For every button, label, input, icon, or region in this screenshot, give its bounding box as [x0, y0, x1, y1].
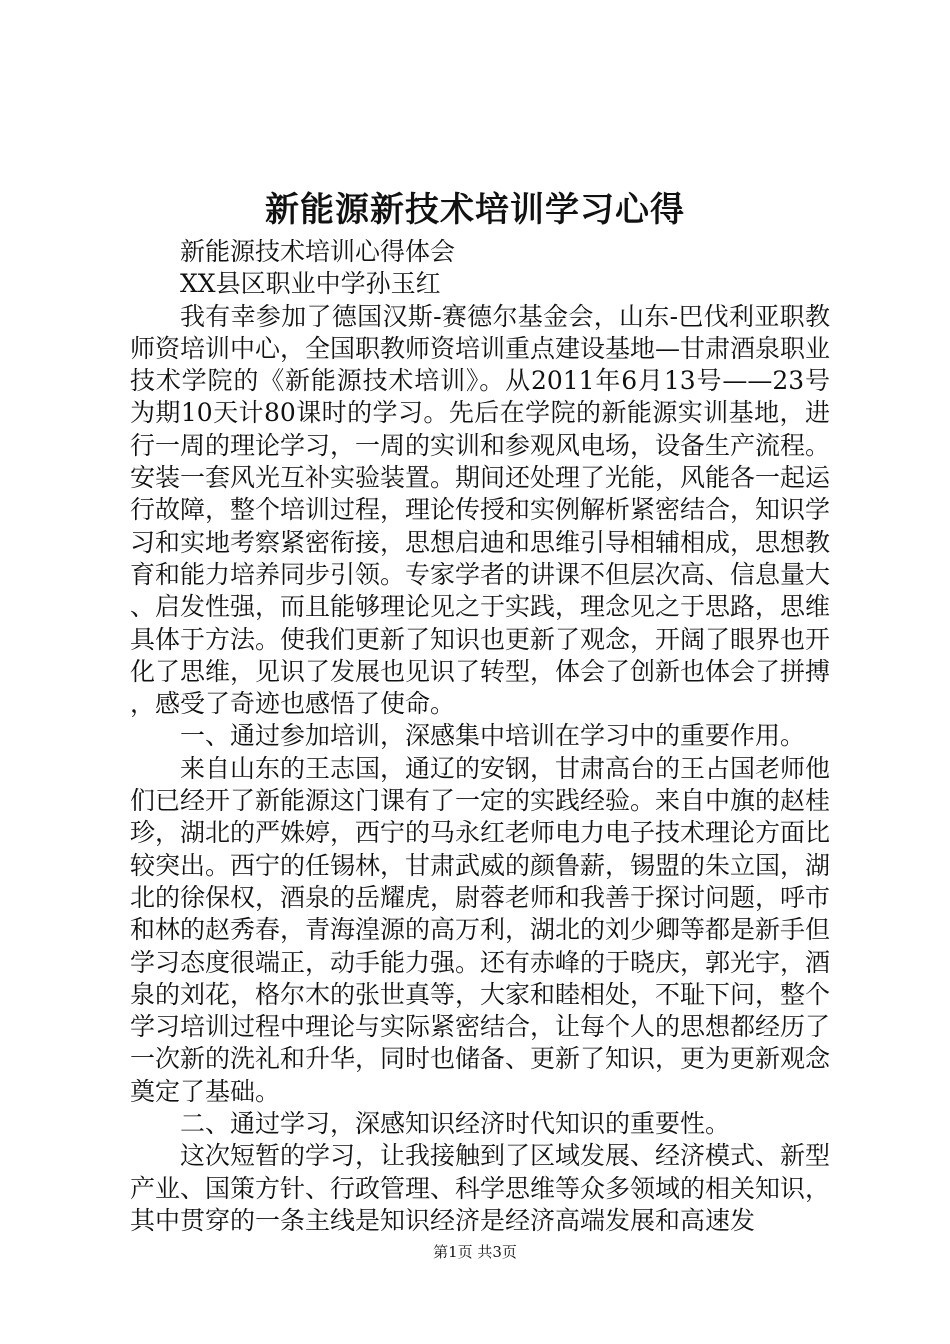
intro-paragraph: 我有幸参加了德国汉斯-赛德尔基金会，山东-巴伐利亚职教师资培训中心，全国职教师资培训重点建设基地—甘肃酒泉职业技术学院的《新能源技术培训》。从2011年6月13号——23号为期10天计80课时的学习。先后在学院的新能源实训基地，进行一周的理论学习，一周的实训和参观风电场，设备生产流程。安装一套风光互补实验装置。期间还处理了光能，风能各一起运行故障，整个培训过程，理论传授和实例解析紧密结合，知识学习和实地考察紧密衔接，思想启迪和思维引导相辅相成，思想教育和能力培养同步引领。专家学者的讲课不但层次高、信息量大、启发性强，而且能够理论见之于实践，理念见之于思路，思维具体于方法。使我们更新了知识也更新了观念，开阔了眼界也开化了思维，见识了发展也见识了转型，体会了创新也体会了拼搏，感受了奇迹也感悟了使命。: [130, 301, 831, 719]
subtitle-paragraph: 新能源技术培训心得体会: [180, 237, 456, 266]
section-heading-1: 一、通过参加培训，深感集中培训在学习中的重要作用。: [180, 721, 806, 751]
author-paragraph: XX县区职业中学孙玉红: [180, 269, 441, 299]
section-2-paragraph: 这次短暂的学习，让我接触到了区域发展、经济模式、新型产业、国策方针、行政管理、科学思维等众多领域的相关知识，其中贯穿的一条主线是知识经济是经济高端发展和高速发: [130, 1141, 831, 1235]
section-heading-2: 二、通过学习，深感知识经济时代知识的重要性。: [180, 1109, 731, 1139]
page-footer: 第1页 共3页: [433, 1243, 517, 1261]
section-1-paragraph: 来自山东的王志国，通辽的安钢，甘肃高台的王占国老师他们已经开了新能源这门课有了一定的实践经验。来自中旗的赵桂珍，湖北的严姝婷，西宁的马永红老师电力电子技术理论方面比较突出。西宁的任锡林，甘肃武威的颜鲁薪，锡盟的朱立国，湖北的徐保权，酒泉的岳耀虎，尉蓉老师和我善于探讨问题，呼市和林的赵秀春，青海湟源的高万利，湖北的刘少卿等都是新手但学习态度很端正，动手能力强。还有赤峰的于晓庆，郭光宇，酒泉的刘花，格尔木的张世真等，大家和睦相处，不耻下问，整个学习培训过程中理论与实际紧密结合，让每个人的思想都经历了一次新的洗礼和升华，同时也储备、更新了知识，更为更新观念奠定了基础。: [130, 753, 831, 1106]
document-body: [130, 236, 830, 1237]
document-title: 新能源新技术培训学习心得: [265, 190, 685, 230]
